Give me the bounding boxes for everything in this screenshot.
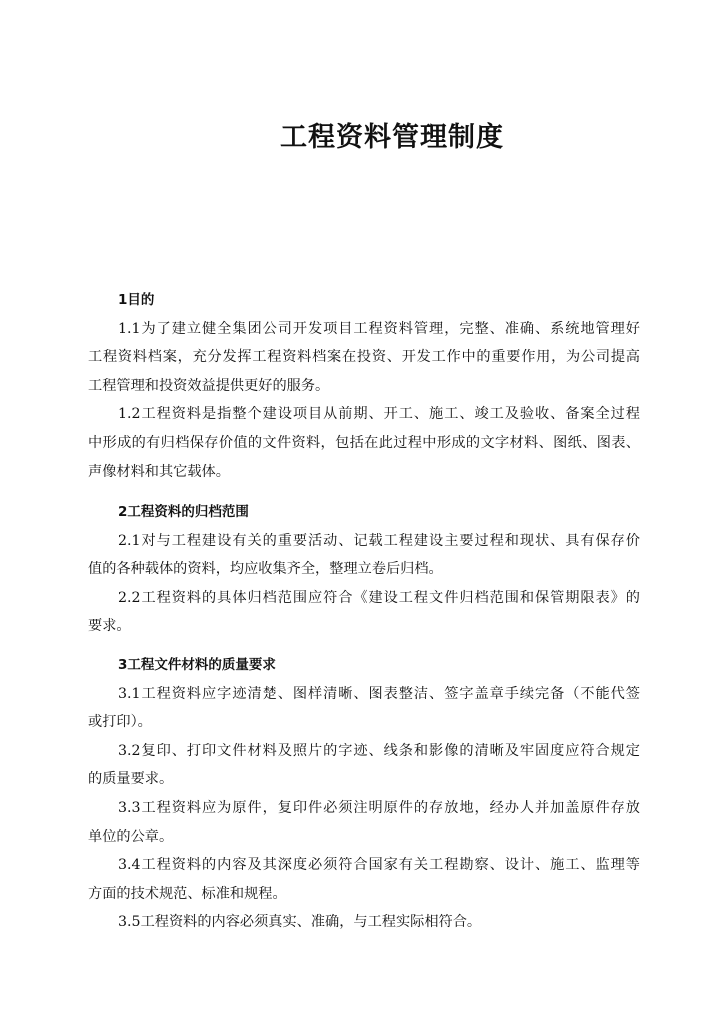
- section-heading: 2工程资料的归档范围: [118, 504, 249, 520]
- paragraph: [88, 527, 640, 584]
- paragraph: [88, 851, 640, 908]
- text-line: 工程资料档案，充分发挥工程资料档案在投资、开发工作中的重要作用，为公司提高: [88, 349, 640, 366]
- text-line: 3.4工程资料的内容及其深度必须符合国家有关工程勘察、设计、施工、监理等: [118, 857, 640, 874]
- text-line: 或打印）。: [88, 714, 152, 731]
- text-line: 3.3工程资料应为原件，复印件必须注明原件的存放地，经办人并加盖原件存放: [118, 799, 640, 816]
- paragraph: [88, 737, 640, 794]
- section-heading: 3工程文件材料的质量要求: [118, 657, 276, 673]
- paragraph: [88, 400, 640, 486]
- paragraph: [88, 794, 640, 851]
- text-line: 声像材料和其它载体。: [88, 463, 230, 480]
- text-line: 要求。: [88, 618, 131, 635]
- section-3: [88, 651, 640, 937]
- text-line: 1.1为了建立健全集团公司开发项目工程资料管理，完整、准确、系统地管理好: [118, 320, 640, 337]
- text-line: 3.5工程资料的内容必须真实、准确，与工程实际相符合。: [118, 914, 482, 931]
- text-line: 2.1对与工程建设有关的重要活动、记载工程建设主要过程和现状、具有保存价: [118, 532, 640, 549]
- text-line: 3.2复印、打印文件材料及照片的字迹、线条和影像的清晰及牢固度应符合规定: [118, 742, 640, 759]
- text-line: 单位的公章。: [88, 828, 174, 845]
- text-line: 方面的技术规范、标准和规程。: [88, 885, 287, 902]
- text-line: 2.2工程资料的具体归档范围应符合《建设工程文件归档范围和保管期限表》的: [118, 589, 640, 606]
- section-2: [88, 498, 640, 641]
- section-1: [88, 286, 640, 486]
- text-line: 中形成的有归档保存价值的文件资料，包括在此过程中形成的文字材料、图纸、图表、: [88, 434, 640, 451]
- text-line: 的质量要求。: [88, 771, 174, 788]
- paragraph: [88, 584, 640, 641]
- paragraph: [88, 908, 640, 937]
- document-title: 工程资料管理制度: [280, 122, 504, 153]
- text-line: 1.2工程资料是指整个建设项目从前期、开工、施工、竣工及验收、备案全过程: [118, 406, 640, 423]
- paragraph: [88, 315, 640, 401]
- text-line: 3.1工程资料应字迹清楚、图样清晰、图表整洁、签字盖章手续完备（不能代签: [118, 685, 640, 702]
- text-line: 工程管理和投资效益提供更好的服务。: [88, 377, 330, 394]
- section-heading: 1目的: [118, 292, 155, 308]
- paragraph: [88, 680, 640, 737]
- text-line: 值的各种载体的资料，均应收集齐全，整理立卷后归档。: [88, 561, 443, 578]
